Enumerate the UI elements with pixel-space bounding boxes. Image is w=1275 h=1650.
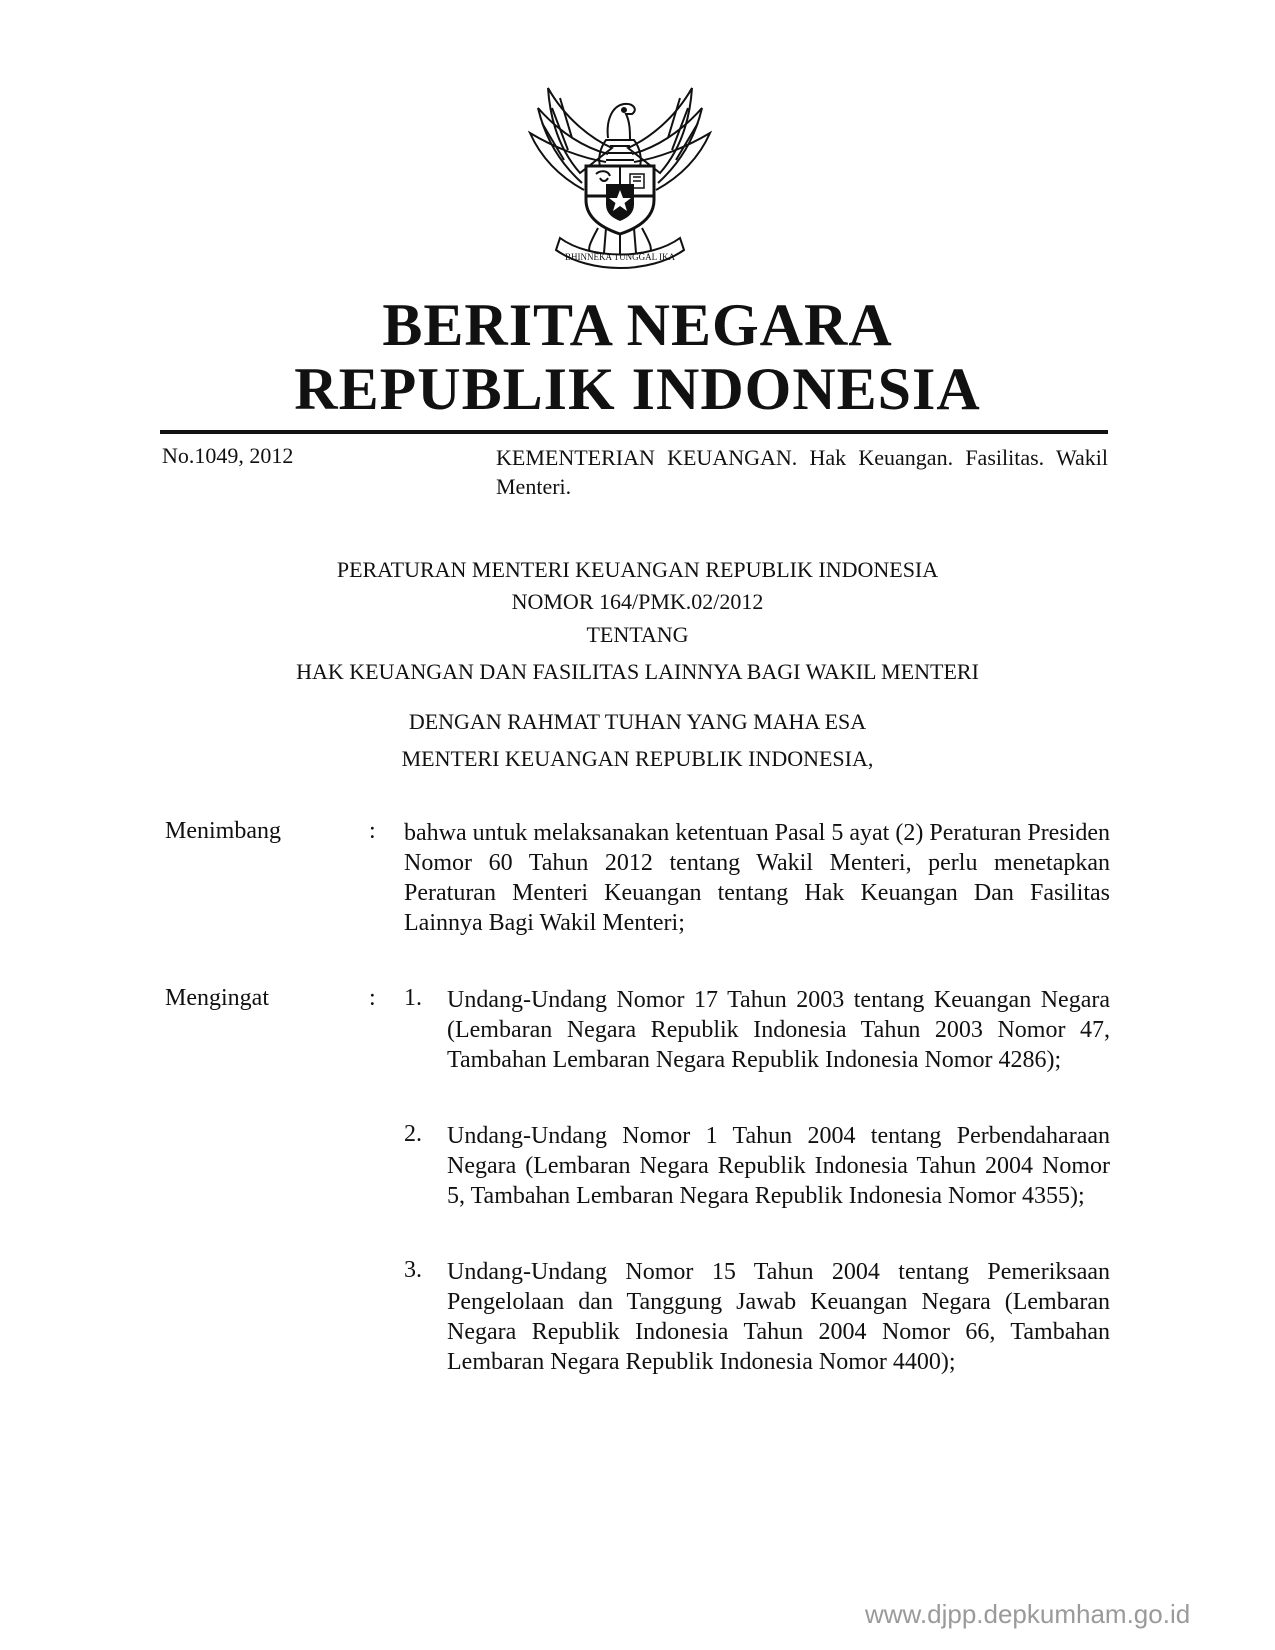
masthead-line-2: REPUBLIK INDONESIA bbox=[294, 356, 981, 422]
regulation-authority: MENTERI KEUANGAN REPUBLIK INDONESIA, bbox=[401, 746, 874, 771]
gazette-subject: KEMENTERIAN KEUANGAN. Hak Keuangan. Fasilitas. Wakil Menteri. bbox=[496, 445, 1108, 499]
motto-text: BHINNEKA TUNGGAL IKA bbox=[565, 252, 675, 262]
recalling-item-number: 2. bbox=[404, 1121, 422, 1147]
recalling-colon: : bbox=[369, 985, 376, 1011]
header-divider bbox=[160, 430, 1108, 434]
gazette-number: No.1049, 2012 bbox=[162, 443, 294, 468]
recalling-item-text: Undang-Undang Nomor 1 Tahun 2004 tentang Perbendaharaan Negara (Lembaran Negara Republik Indonesia Tahun 2004 Nomor 5, Tambahan Lembaran Negara Republik Indonesia Nomor 4355); bbox=[447, 1123, 1110, 1209]
recalling-item-text: Undang-Undang Nomor 15 Tahun 2004 tentang Pemeriksaan Pengelolaan dan Tanggung Jawab Keuangan Negara (Lembaran Negara Republik Indonesia Tahun 2004 Nomor 66, Tambahan Lembaran Negara Republik Indonesia Nomor 4400); bbox=[447, 1259, 1110, 1375]
regulation-preamble: DENGAN RAHMAT TUHAN YANG MAHA ESA bbox=[408, 709, 867, 734]
regulation-title: PERATURAN MENTERI KEUANGAN REPUBLIK INDONESIA bbox=[336, 557, 939, 582]
recalling-item-number: 1. bbox=[404, 985, 422, 1011]
regulation-about: TENTANG bbox=[586, 622, 689, 647]
recalling-item-number: 3. bbox=[404, 1257, 422, 1283]
considering-text: bahwa untuk melaksanakan ketentuan Pasal 5 ayat (2) Peraturan Presiden Nomor 60 Tahun 2012 tentang Wakil Menteri, perlu menetapkan Peraturan Menteri Keuangan tentang Hak Keuangan Dan Fasilitas Lainnya Bagi Wakil Menteri; bbox=[404, 820, 1110, 936]
footer-website: www.djpp.depkumham.go.id bbox=[865, 1599, 1191, 1629]
regulation-number: NOMOR 164/PMK.02/2012 bbox=[511, 589, 764, 614]
considering-colon: : bbox=[369, 818, 376, 844]
recalling-item-text: Undang-Undang Nomor 17 Tahun 2003 tentang Keuangan Negara (Lembaran Negara Republik Indonesia Tahun 2003 Nomor 47, Tambahan Lembaran Negara Republik Indonesia Nomor 4286); bbox=[447, 987, 1110, 1073]
regulation-topic: HAK KEUANGAN DAN FASILITAS LAINNYA BAGI WAKIL MENTERI bbox=[296, 659, 979, 684]
considering-label: Menimbang bbox=[165, 818, 281, 844]
masthead-line-1: BERITA NEGARA bbox=[382, 292, 893, 358]
recalling-label: Mengingat bbox=[165, 985, 269, 1011]
garuda-emblem-icon bbox=[520, 78, 720, 273]
